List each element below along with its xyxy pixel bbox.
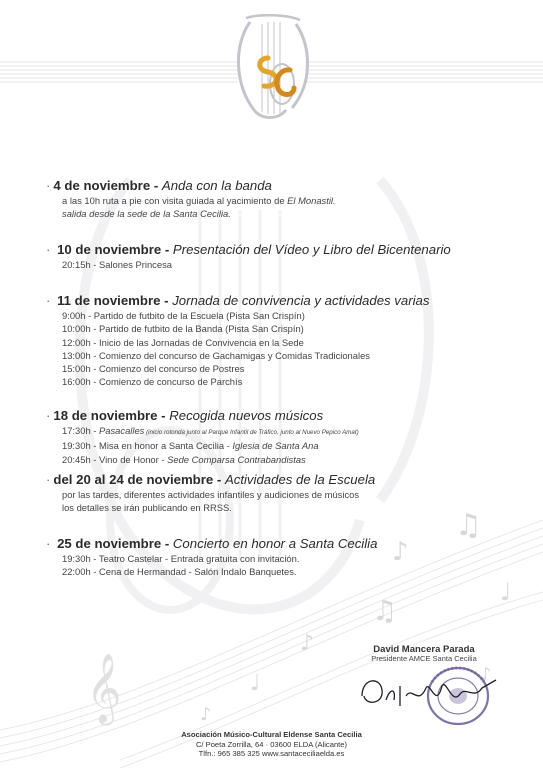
event-line — [46, 375, 526, 388]
line-text: 22:00h - Cena de Hermandad - Salón Indalo Banquetes. — [62, 566, 297, 578]
event-1 — [46, 178, 526, 221]
handwritten-signature-icon — [356, 666, 506, 716]
footer-address: C/ Poeta Zorrilla, 64 · 03600 ELDA (Alicante) — [195, 739, 348, 749]
footer-organization: Asociación Músico-Cultural Eldense Santa Cecilia — [181, 730, 362, 739]
event-line — [46, 565, 526, 578]
event-line — [46, 336, 526, 349]
svg-text:♪: ♪ — [392, 537, 409, 567]
event-6 — [46, 536, 526, 579]
event-line — [46, 488, 526, 501]
footer — [0, 730, 543, 759]
event-heading — [46, 472, 526, 488]
event-line — [46, 362, 526, 375]
bullet-icon: · — [46, 293, 51, 308]
bullet-icon: · — [46, 242, 51, 257]
event-dash: - — [164, 242, 170, 257]
line-text: 17:30h - — [62, 425, 100, 436]
event-line — [46, 552, 526, 565]
event-date: 18 de noviembre — [53, 408, 158, 423]
svg-text:♪: ♪ — [300, 631, 315, 656]
event-date: 11 de noviembre — [57, 293, 161, 308]
bullet-icon: · — [46, 472, 51, 487]
event-dash: - — [161, 408, 166, 423]
event-heading — [46, 242, 526, 258]
event-line — [46, 349, 526, 362]
event-line — [46, 439, 526, 452]
event-title: Actividades de la Escuela — [224, 472, 376, 487]
event-heading — [46, 536, 526, 552]
footer-contact: Tlfn.: 965 385 325 www.santaceciliaelda.es — [198, 749, 345, 758]
svg-text:♪: ♪ — [200, 704, 212, 725]
event-2 — [46, 242, 526, 271]
event-date: 4 de noviembre — [53, 178, 151, 193]
line-text: 20:45h - Vino de Honor - — [62, 453, 168, 465]
event-title: Recogida nuevos músicos — [169, 408, 324, 423]
line-text: 9:00h - Partido de futbito de la Escuela (Pista San Crispín) — [62, 310, 305, 321]
event-heading — [46, 293, 526, 309]
svg-text:♪: ♪ — [480, 664, 492, 685]
bullet-icon: · — [46, 178, 51, 193]
event-date: 25 de noviembre — [57, 536, 162, 551]
event-title: Jornada de convivencia y actividades varias — [172, 293, 430, 308]
bullet-icon: · — [46, 408, 51, 423]
event-dash: - — [164, 536, 170, 551]
line-text: 15:00h - Comienzo del concurso de Postres — [62, 363, 245, 375]
line-italic: El Monastil. — [287, 195, 336, 206]
line-text: por las tardes, diferentes actividades infantiles y audiciones de músicos — [62, 489, 360, 500]
line-italic: Iglesia de Santa Ana — [232, 440, 319, 452]
event-heading — [46, 178, 526, 194]
event-5 — [46, 472, 526, 515]
line-italic: Sede Comparsa Contrabandistas — [167, 453, 306, 465]
svg-text:♫: ♫ — [372, 594, 398, 627]
line-note: (inicio rotonda junto al Parque Infantil de Tráfico, junto al Nuevo Pepico Amat) — [144, 429, 359, 436]
line-text: 12:00h - Inicio de las Jornadas de Convivencia en la Sede — [62, 336, 304, 348]
signer-name: David Mancera Parada — [373, 644, 475, 655]
event-date: del 20 al 24 de noviembre — [53, 472, 214, 487]
event-line — [46, 501, 526, 514]
line-text: 10:00h - Partido de futbito de la Banda (Pista San Crispín) — [62, 323, 304, 335]
event-title: Anda con la banda — [161, 178, 272, 193]
line-text: 13:00h - Comienzo del concurso de Gachamigas y Comidas Tradicionales — [62, 349, 370, 361]
event-line — [46, 258, 526, 271]
event-line — [46, 453, 526, 466]
lyre-logo-icon — [228, 14, 316, 126]
svg-text:♩: ♩ — [250, 671, 261, 696]
event-line — [46, 424, 526, 439]
signature-block — [354, 644, 494, 663]
line-text: los detalles se irán publicando en RRSS. — [62, 502, 232, 514]
line-italic: salida desde la sede de la Santa Cecilia. — [62, 208, 231, 220]
line-text: 16:00h - Comienzo de concurso de Parchís — [62, 376, 243, 388]
event-dash: - — [216, 472, 222, 487]
event-title: Presentación del Vídeo y Libro del Bicentenario — [172, 242, 451, 257]
line-text: 19:30h - Misa en honor a Santa Cecilia - — [62, 440, 233, 452]
event-line — [46, 322, 526, 335]
line-text: a las 10h ruta a pie con visita guiada al yacimiento de — [62, 195, 288, 206]
line-italic: Pasacalles — [99, 425, 145, 436]
svg-text:♫: ♫ — [455, 508, 482, 543]
line-text: 19:30h - Teatro Castelar - Entrada gratuita con invitación. — [62, 553, 300, 564]
svg-text:♩: ♩ — [500, 578, 512, 606]
bullet-icon: · — [46, 536, 51, 551]
event-3 — [46, 293, 526, 389]
line-text: 20:15h - Salones Princesa — [62, 259, 172, 270]
event-4 — [46, 408, 526, 466]
event-line — [46, 309, 526, 322]
event-title: Concierto en honor a Santa Cecilia — [172, 536, 378, 551]
svg-text:𝄞: 𝄞 — [86, 653, 122, 723]
event-line — [46, 207, 526, 220]
event-line — [46, 194, 526, 207]
event-dash: - — [153, 178, 159, 193]
event-heading — [46, 408, 526, 424]
signer-role: Presidente AMCE Santa Cecilia — [371, 654, 477, 663]
event-dash: - — [164, 293, 169, 308]
event-date: 10 de noviembre — [57, 242, 162, 257]
